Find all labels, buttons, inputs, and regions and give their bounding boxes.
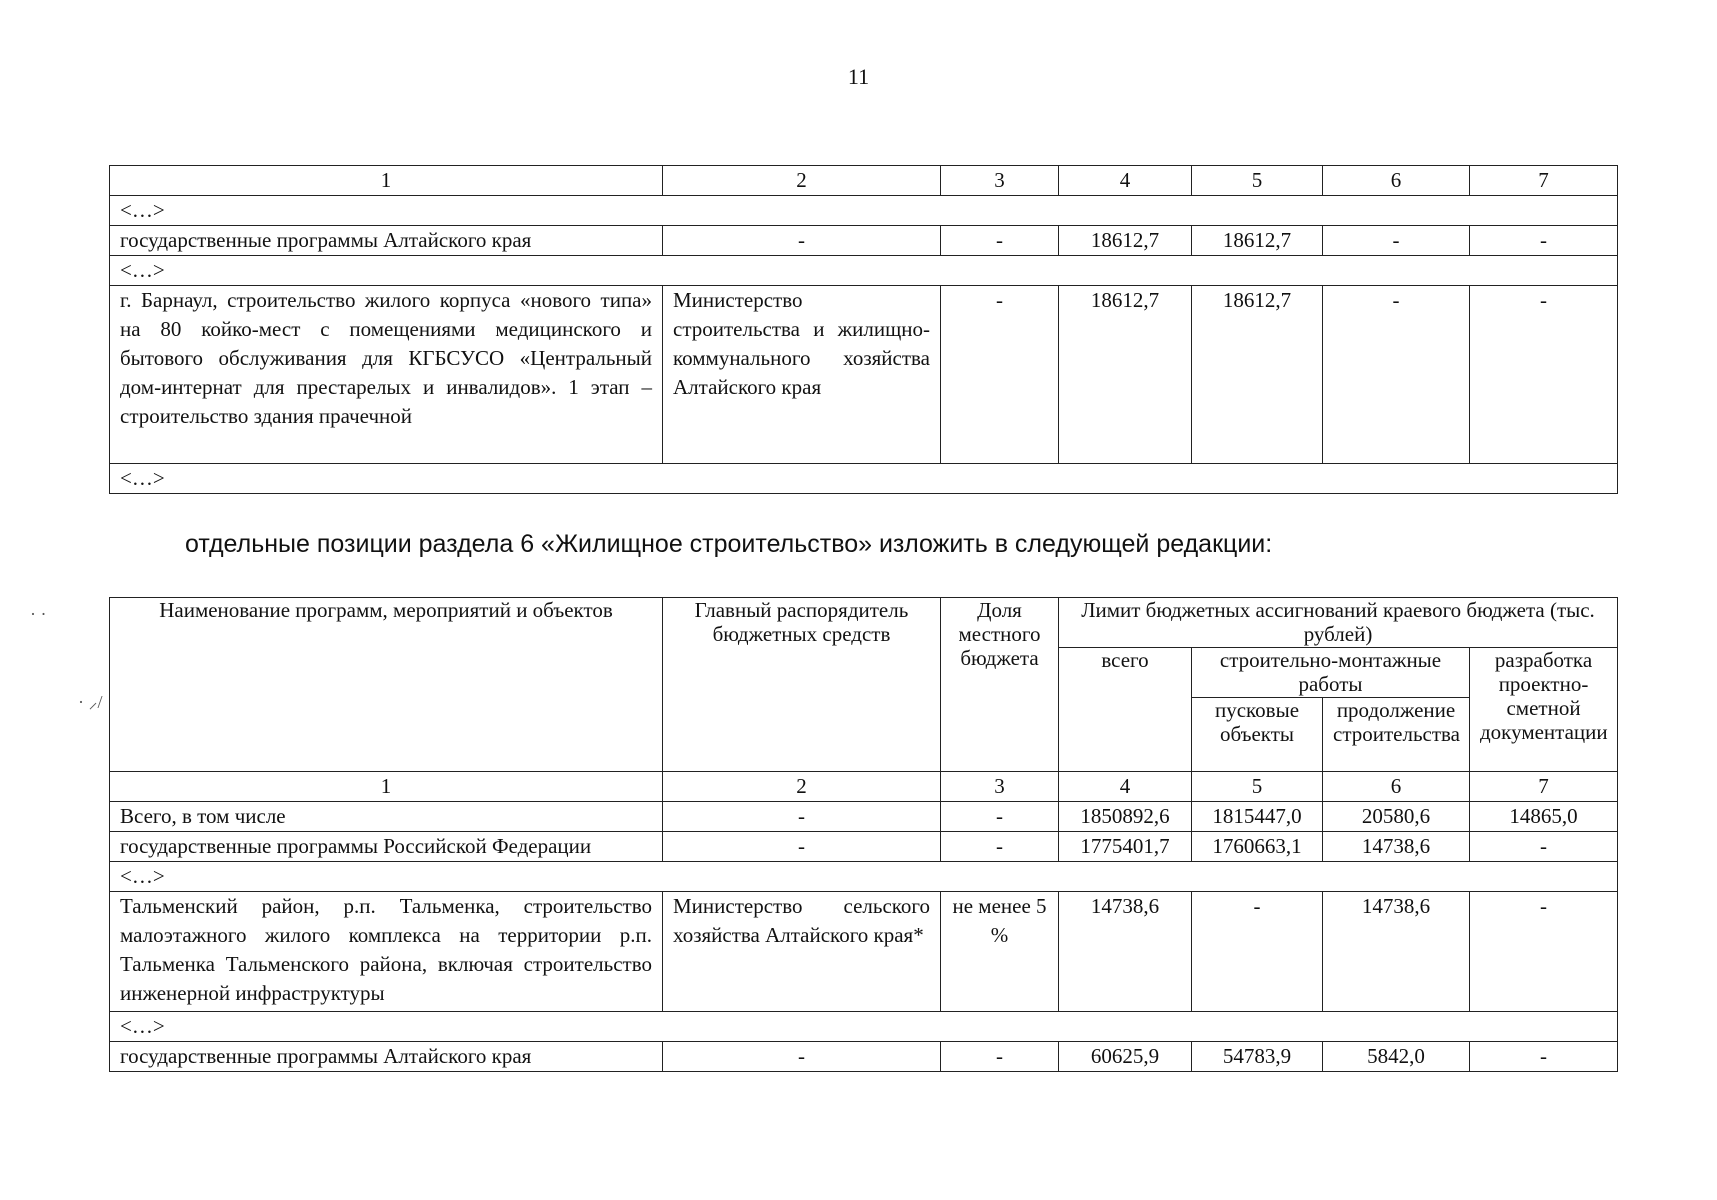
header-limit: Лимит бюджетных ассигнований краевого бюджета (тыс. рублей) <box>1059 598 1618 648</box>
row-name: государственные программы Российской Федерации <box>110 832 663 862</box>
header-manager: Главный распорядитель бюджетных средств <box>663 598 941 772</box>
ellipsis: <…> <box>110 256 1618 286</box>
ellipsis-row <box>110 464 1618 494</box>
row-name: г. Барнаул, строительство жилого корпуса «нового типа» на 80 койко-мест с помещениями медицинского и бытового обслуживания для КГБСУСО «Центральный дом-интернат для престарелых и инвалидов». 1 этап – строительство здания прачечной <box>110 286 663 464</box>
cell-manager: Министерство сельского хозяйства Алтайского края* <box>663 892 941 1012</box>
cell-manager: - <box>663 802 941 832</box>
cell-continuing: - <box>1323 286 1470 464</box>
table-housing-construction <box>109 597 1618 1072</box>
margin-mark: · · <box>30 604 47 624</box>
ellipsis: <…> <box>110 862 1618 892</box>
cell-local-share: - <box>941 832 1059 862</box>
row-name: государственные программы Алтайского края <box>110 226 663 256</box>
col-number: 2 <box>663 166 941 196</box>
header-design: разработка проектно-сметной документации <box>1470 648 1618 772</box>
table-row <box>110 892 1618 1012</box>
ellipsis: <…> <box>110 464 1618 494</box>
cell-launch: 18612,7 <box>1192 286 1323 464</box>
header-construction: строительно-монтажные работы <box>1192 648 1470 698</box>
cell-launch: 18612,7 <box>1192 226 1323 256</box>
ellipsis-row <box>110 256 1618 286</box>
header-total: всего <box>1059 648 1192 772</box>
col-number: 1 <box>110 166 663 196</box>
row-name: Всего, в том числе <box>110 802 663 832</box>
cell-design: - <box>1470 832 1618 862</box>
cell-continuing: 5842,0 <box>1323 1042 1470 1072</box>
ellipsis-row <box>110 1012 1618 1042</box>
header-row <box>110 598 1618 648</box>
cell-local-share: - <box>941 226 1059 256</box>
col-number: 2 <box>663 772 941 802</box>
cell-total: 18612,7 <box>1059 226 1192 256</box>
cell-local-share: - <box>941 286 1059 464</box>
cell-manager: - <box>663 832 941 862</box>
cell-total: 60625,9 <box>1059 1042 1192 1072</box>
intro-text: отдельные позиции раздела 6 «Жилищное строительство» изложить в следующей редакции: <box>185 530 1273 558</box>
cell-manager: - <box>663 226 941 256</box>
cell-launch: 1815447,0 <box>1192 802 1323 832</box>
ellipsis-row <box>110 196 1618 226</box>
cell-design: - <box>1470 286 1618 464</box>
table-row <box>110 802 1618 832</box>
cell-launch: - <box>1192 892 1323 1012</box>
ellipsis-row <box>110 862 1618 892</box>
cell-total: 1775401,7 <box>1059 832 1192 862</box>
header-local-share: Доля местного бюджета <box>941 598 1059 772</box>
col-number: 3 <box>941 166 1059 196</box>
col-number: 5 <box>1192 166 1323 196</box>
cell-total: 14738,6 <box>1059 892 1192 1012</box>
cell-manager: - <box>663 1042 941 1072</box>
cell-local-share: - <box>941 802 1059 832</box>
col-number: 7 <box>1470 166 1618 196</box>
cell-continuing: 14738,6 <box>1323 832 1470 862</box>
column-numbers-row <box>110 772 1618 802</box>
cell-design: - <box>1470 1042 1618 1072</box>
cell-launch: 54783,9 <box>1192 1042 1323 1072</box>
cell-continuing: - <box>1323 226 1470 256</box>
header-continuing: продолжение строительства <box>1323 698 1470 772</box>
cell-continuing: 20580,6 <box>1323 802 1470 832</box>
table-continuation <box>109 165 1618 494</box>
col-number: 7 <box>1470 772 1618 802</box>
table-row <box>110 286 1618 464</box>
cell-local-share: не менее 5 % <box>941 892 1059 1012</box>
col-number: 4 <box>1059 772 1192 802</box>
cell-manager: Министерство строительства и жилищно-коммунального хозяйства Алтайского края <box>663 286 941 464</box>
ellipsis: <…> <box>110 196 1618 226</box>
cell-local-share: - <box>941 1042 1059 1072</box>
cell-total: 1850892,6 <box>1059 802 1192 832</box>
header-launch: пусковые объекты <box>1192 698 1323 772</box>
cell-total: 18612,7 <box>1059 286 1192 464</box>
cell-design: 14865,0 <box>1470 802 1618 832</box>
cell-design: - <box>1470 892 1618 1012</box>
margin-mark: · ⸝/ <box>78 692 103 712</box>
cell-launch: 1760663,1 <box>1192 832 1323 862</box>
col-number: 1 <box>110 772 663 802</box>
col-number: 5 <box>1192 772 1323 802</box>
column-numbers-row <box>110 166 1618 196</box>
cell-design: - <box>1470 226 1618 256</box>
page-number: 11 <box>847 64 870 89</box>
row-name: государственные программы Алтайского края <box>110 1042 663 1072</box>
cell-continuing: 14738,6 <box>1323 892 1470 1012</box>
col-number: 4 <box>1059 166 1192 196</box>
col-number: 6 <box>1323 772 1470 802</box>
table-row <box>110 226 1618 256</box>
col-number: 3 <box>941 772 1059 802</box>
table-row <box>110 1042 1618 1072</box>
ellipsis: <…> <box>110 1012 1618 1042</box>
col-number: 6 <box>1323 166 1470 196</box>
table-row <box>110 832 1618 862</box>
row-name: Тальменский район, р.п. Тальменка, строительство малоэтажного жилого комплекса на территории р.п. Тальменка Тальменского района, включая строительство инженерной инфраструктуры <box>110 892 663 1012</box>
header-name: Наименование программ, мероприятий и объектов <box>110 598 663 772</box>
